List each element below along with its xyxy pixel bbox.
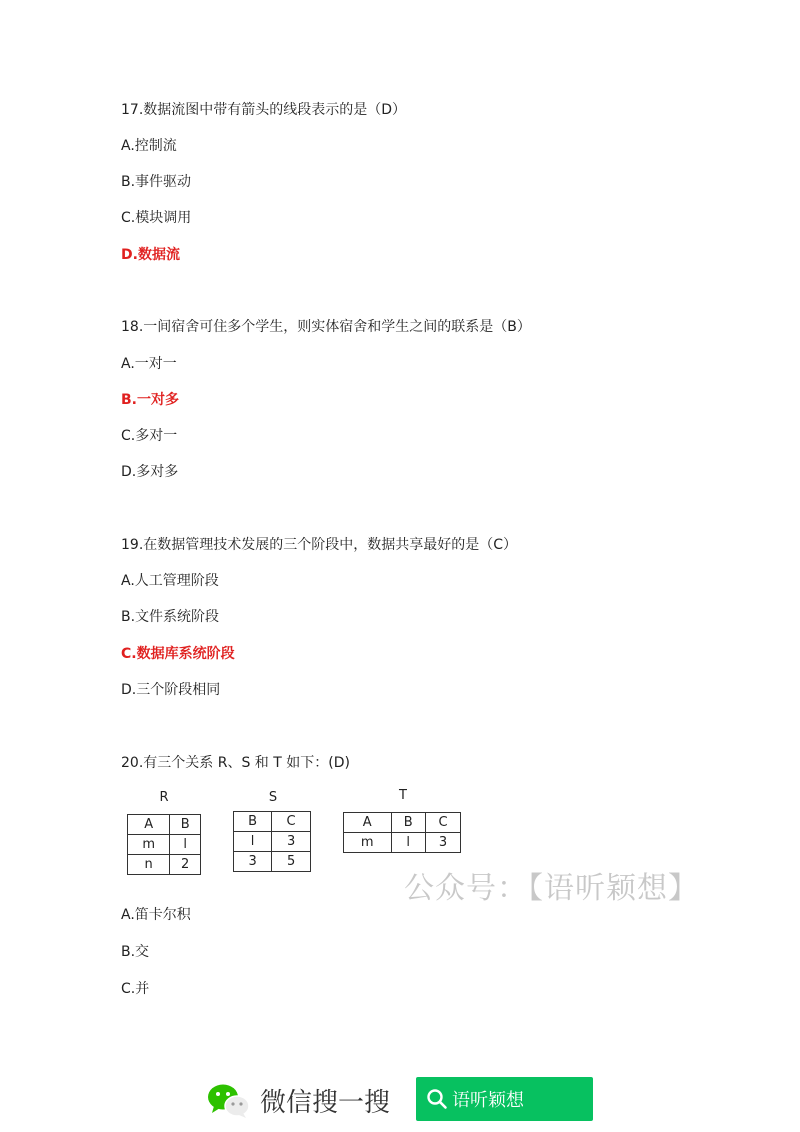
question-19-stem: 19.在数据管理技术发展的三个阶段中，数据共享最好的是（C） — [121, 537, 518, 553]
table-cell: C — [425, 813, 460, 833]
question-18-stem: 18.一间宿舍可住多个学生，则实体宿舍和学生之间的联系是（B） — [121, 319, 531, 335]
wechat-search-label: 微信搜一搜 — [260, 1088, 391, 1118]
watermark-text: 公众号：【语听颖想】 — [404, 871, 699, 906]
table-row — [234, 832, 311, 852]
table-cell: l — [170, 835, 201, 855]
relation-table-t — [343, 812, 461, 853]
question-20-option-b: B.交 — [121, 944, 150, 960]
table-s-caption: S — [268, 790, 278, 805]
table-row — [128, 855, 201, 875]
table-cell: m — [128, 835, 170, 855]
table-cell: A — [128, 815, 170, 835]
question-17-option-b: B.事件驱动 — [121, 174, 192, 190]
table-cell: A — [344, 813, 392, 833]
question-17-option-a: A.控制流 — [121, 138, 177, 154]
table-cell: m — [344, 833, 392, 853]
question-18-option-a: A.一对一 — [121, 356, 177, 372]
table-cell: 3 — [425, 833, 460, 853]
question-20-stem: 20.有三个关系 R、S 和 T 如下：(D) — [121, 755, 350, 771]
wechat-icon — [206, 1082, 252, 1118]
wechat-search-button-label: 语听颖想 — [452, 1090, 524, 1111]
question-17-option-c: C.模块调用 — [121, 210, 192, 226]
table-cell: 3 — [234, 852, 272, 872]
table-row — [344, 813, 461, 833]
table-cell: l — [234, 832, 272, 852]
table-cell: B — [234, 812, 272, 832]
table-cell: l — [391, 833, 425, 853]
table-row — [128, 815, 201, 835]
table-cell: n — [128, 855, 170, 875]
relation-table-r — [127, 814, 201, 875]
question-18-option-b-answer: B.一对多 — [121, 392, 179, 408]
table-t-caption: T — [399, 788, 407, 803]
search-icon — [426, 1088, 448, 1110]
question-18-option-c: C.多对一 — [121, 428, 178, 444]
question-17-stem: 17.数据流图中带有箭头的线段表示的是（D） — [121, 102, 407, 118]
table-cell: 2 — [170, 855, 201, 875]
question-20-option-c: C.并 — [121, 981, 150, 997]
table-r-caption: R — [159, 790, 169, 805]
table-cell: 5 — [272, 852, 311, 872]
question-19-option-d: D.三个阶段相同 — [121, 682, 221, 698]
table-row — [128, 835, 201, 855]
question-18-option-d: D.多对多 — [121, 464, 179, 480]
table-cell: 3 — [272, 832, 311, 852]
question-19-option-a: A.人工管理阶段 — [121, 573, 219, 589]
table-row — [344, 833, 461, 853]
table-cell: C — [272, 812, 311, 832]
table-row — [234, 852, 311, 872]
wechat-search-button[interactable] — [416, 1077, 593, 1121]
table-cell: B — [170, 815, 201, 835]
question-17-option-d-answer: D.数据流 — [121, 247, 180, 263]
table-cell: B — [391, 813, 425, 833]
table-row — [234, 812, 311, 832]
question-19-option-b: B.文件系统阶段 — [121, 609, 220, 625]
question-20-option-a: A.笛卡尔积 — [121, 907, 191, 923]
question-19-option-c-answer: C.数据库系统阶段 — [121, 646, 235, 662]
relation-table-s — [233, 811, 311, 872]
